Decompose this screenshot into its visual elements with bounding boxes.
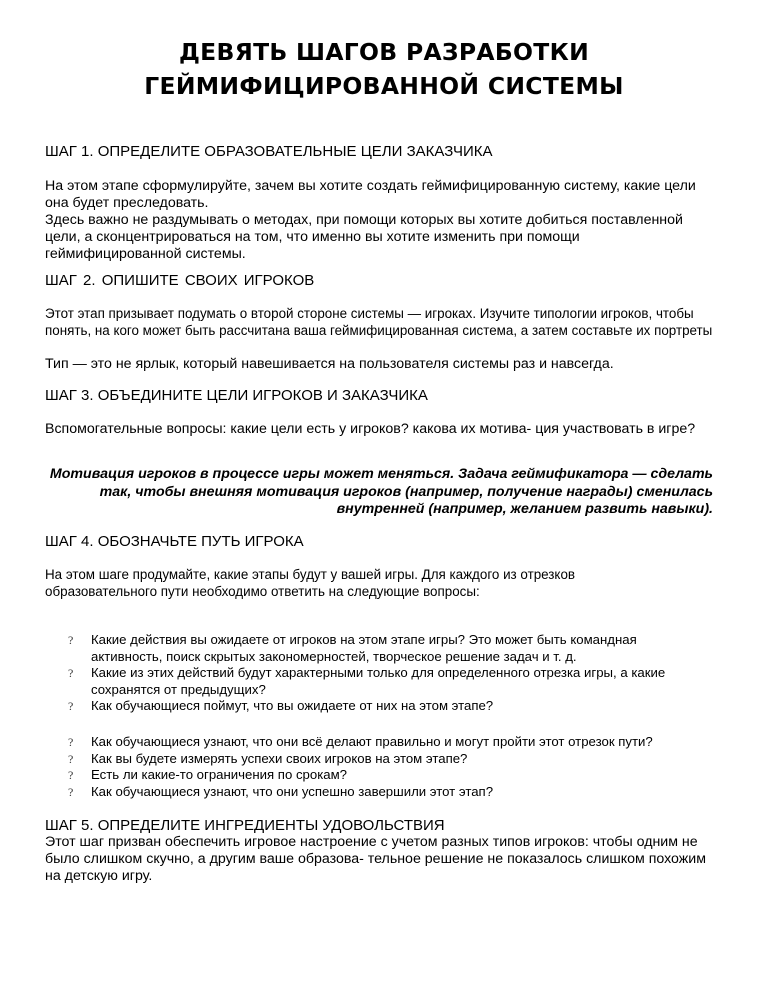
list-item: ? Есть ли какие-то ограничения по срокам? <box>68 767 348 782</box>
step-1-heading: ШАГ 1. ОПРЕДЕЛИТЕ ОБРАЗОВАТЕЛЬНЫЕ ЦЕЛИ ЗАКАЗЧИКА <box>45 143 493 160</box>
question-bullet-icon: ? <box>68 784 74 799</box>
list-item: ? Как обучающиеся узнают, что они успешно завершили этот этап? <box>68 783 494 799</box>
step-5-heading: ШАГ 5. ОПРЕДЕЛИТЕ ИНГРЕДИЕНТЫ УДОВОЛЬСТВИЯ <box>45 817 445 834</box>
question-bullet-icon: ? <box>68 751 74 766</box>
document-title <box>0 36 768 104</box>
step-2-paragraph-2: Тип — это не ярлык, который навешивается на пользователя системы раз и навсегда. <box>45 356 614 372</box>
question-bullet-icon: ? <box>68 699 74 713</box>
question-bullet-icon: ? <box>68 666 74 680</box>
step-4-questions-list-2 <box>60 734 710 800</box>
step-3-paragraph-1: Вспомогательные вопросы: какие цели есть у игроков? какова их мотива- ция участвовать в игре? <box>45 421 696 437</box>
step-3-heading: ШАГ 3. ОБЪЕДИНИТЕ ЦЕЛИ ИГРОКОВ И ЗАКАЗЧИКА <box>45 387 428 404</box>
step-1-paragraph-2: Здесь важно не раздумывать о методах, при помощи которых вы хотите добиться поставленной цели, а сконцентрироваться на том, что именно вы хотите изменить при помощи геймифицированной системы. <box>45 212 683 262</box>
step-2-heading: ШАГ 2. ОПИШИТЕ СВОИХ ИГРОКОВ <box>45 272 315 289</box>
list-item: ? Какие из этих действий будут характерными только для определенного отрезка игры, а какие сохранятся от предыдущих? <box>68 665 666 697</box>
step-4-paragraph-1: На этом шаге продумайте, какие этапы будут у вашей игры. Для каждого из отрезков образовательного пути необходимо ответить на следующие вопросы: <box>45 567 576 599</box>
question-bullet-icon: ? <box>68 633 74 647</box>
step-4-questions-list-1 <box>60 632 710 715</box>
list-item: ? Как обучающиеся узнают, что они всё делают правильно и могут пройти этот отрезок пути? <box>68 734 653 749</box>
list-item: ? Какие действия вы ожидаете от игроков на этом этапе игры? Это может быть командная активность, поиск скрытых закономерностей, творческое решение задач и т. д. <box>68 632 637 664</box>
step-2-paragraph-1: Этот этап призывает подумать о второй стороне системы — игроках. Изучите типологии игроков, чтобы понять, на кого может быть рассчитана ваша геймифицированная система, а затем составьте их портреты <box>45 306 713 338</box>
list-item: ? Как обучающиеся поймут, что вы ожидаете от них на этом этапе? <box>68 698 494 713</box>
step-3-quote: Мотивация игроков в процессе игры может меняться. Задача геймификатора — сделать так, чтобы внешняя мотивация игроков (например, получение награды) сменилась внутренней (например, желанием развить навыки). <box>49 466 713 517</box>
step-4-heading: ШАГ 4. ОБОЗНАЧЬТЕ ПУТЬ ИГРОКА <box>45 533 304 550</box>
step-5-paragraph-1: Этот шаг призван обеспечить игровое настроение с учетом разных типов игроков: чтобы одним не было слишком скучно, а другим ваше образова- тельное решение не показалось слишком похожим на детскую игру. <box>45 834 706 884</box>
question-bullet-icon: ? <box>68 768 74 782</box>
step-1-paragraph-1: На этом этапе сформулируйте, зачем вы хотите создать геймифицированную систему, какие цели она будет преследовать. <box>45 178 696 211</box>
title-line-1: ДЕВЯТЬ ШАГОВ РАЗРАБОТКИ <box>178 40 590 66</box>
title-line-2: ГЕЙМИФИЦИРОВАННОЙ СИСТЕМЫ <box>144 74 624 100</box>
question-bullet-icon: ? <box>68 735 74 749</box>
list-item: ? Как вы будете измерять успехи своих игроков на этом этапе? <box>68 750 468 766</box>
